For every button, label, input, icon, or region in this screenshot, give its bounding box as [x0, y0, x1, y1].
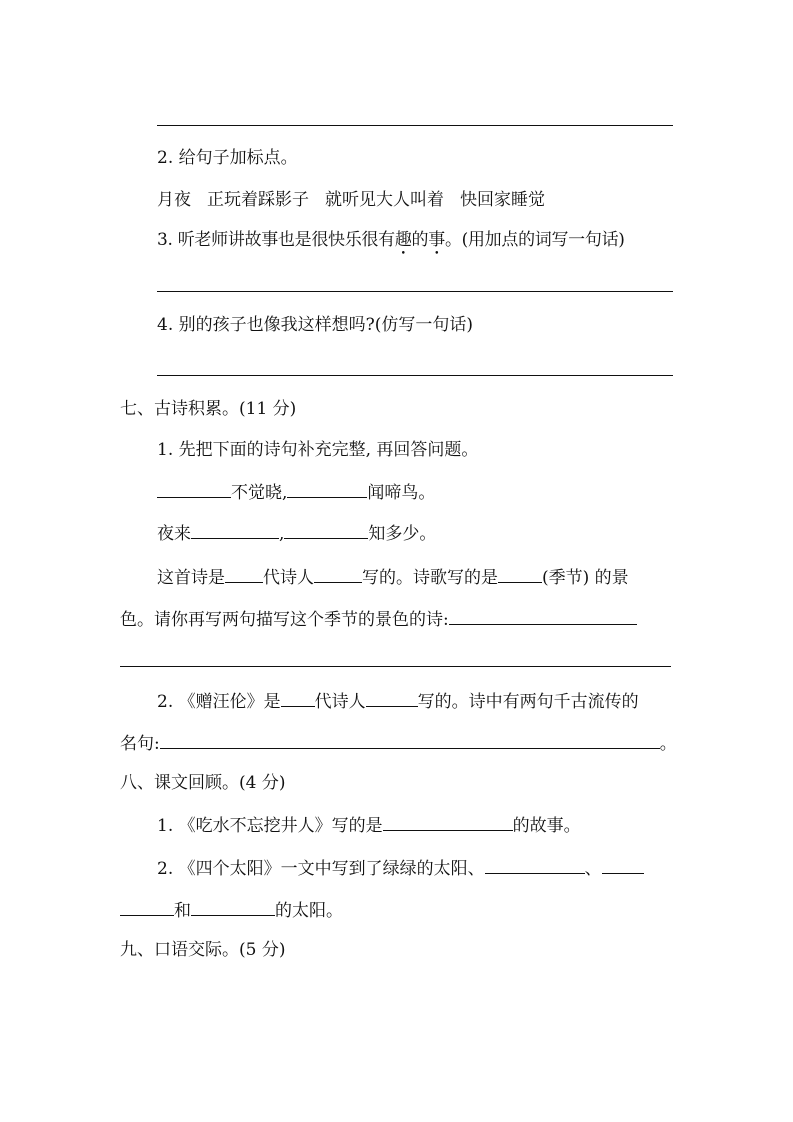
- question-6-item-3: 3. 听老师讲故事也是很快乐很有趣的事。(用加点的词写一句话): [157, 230, 625, 250]
- fill-blank[interactable]: [191, 521, 279, 539]
- fill-blank[interactable]: [383, 813, 513, 831]
- fill-blank[interactable]: [314, 565, 362, 583]
- fill-blank[interactable]: [449, 607, 637, 625]
- question-7-item-1: 1. 先把下面的诗句补充完整, 再回答问题。: [157, 440, 479, 460]
- question-8-item-1: 1. 《吃水不忘挖井人》写的是 的故事。: [157, 813, 581, 838]
- poem-line-1: 不觉晓, 闻啼鸟。: [157, 480, 435, 505]
- answer-line[interactable]: [157, 375, 673, 376]
- fill-blank[interactable]: [225, 565, 263, 583]
- fill-blank[interactable]: [287, 480, 367, 498]
- phrase: 就听见大人叫着: [325, 190, 444, 210]
- poem-question-line-1: 这首诗是 代诗人 写的。诗歌写的是 (季节) 的景: [157, 565, 629, 590]
- section-8-heading: 八、课文回顾。(4 分): [120, 773, 286, 793]
- fill-blank[interactable]: [284, 521, 368, 539]
- fill-blank[interactable]: [191, 898, 275, 916]
- question-7-item-2: 2. 《赠汪伦》是 代诗人 写的。诗中有两句千古流传的: [157, 689, 639, 714]
- answer-line[interactable]: [157, 291, 673, 292]
- fill-blank[interactable]: [498, 565, 542, 583]
- fill-blank[interactable]: [157, 480, 231, 498]
- answer-line[interactable]: [120, 666, 671, 667]
- question-6-item-4: 4. 别的孩子也像我这样想吗?(仿写一句话): [157, 315, 474, 335]
- phrase: 月夜: [157, 190, 191, 210]
- phrase-list: [157, 188, 545, 212]
- fill-blank[interactable]: [160, 731, 660, 749]
- answer-line[interactable]: [157, 125, 673, 126]
- question-7-item-2-line-2: 名句: 。: [120, 731, 677, 756]
- question-6-item-2: 2. 给句子加标点。: [157, 148, 298, 168]
- poem-line-2: 夜来 , 知多少。: [157, 521, 436, 546]
- section-9-heading: 九、口语交际。(5 分): [120, 940, 286, 960]
- fill-blank[interactable]: [120, 898, 174, 916]
- fill-blank[interactable]: [602, 856, 644, 874]
- fill-blank[interactable]: [281, 689, 315, 707]
- fill-blank[interactable]: [366, 689, 418, 707]
- question-8-item-2: 2. 《四个太阳》一文中写到了绿绿的太阳、 、: [157, 856, 644, 881]
- fill-blank[interactable]: [485, 856, 585, 874]
- dotted-character: 趣: [394, 230, 412, 250]
- section-7-heading: 七、古诗积累。(11 分): [120, 399, 297, 419]
- poem-question-line-2: 色。请你再写两句描写这个季节的景色的诗:: [120, 607, 637, 632]
- phrase: 快回家睡觉: [460, 190, 545, 210]
- dotted-character: 事: [428, 230, 445, 250]
- phrase: 正玩着踩影子: [207, 190, 309, 210]
- question-8-item-2-line-2: 和 的太阳。: [120, 898, 343, 923]
